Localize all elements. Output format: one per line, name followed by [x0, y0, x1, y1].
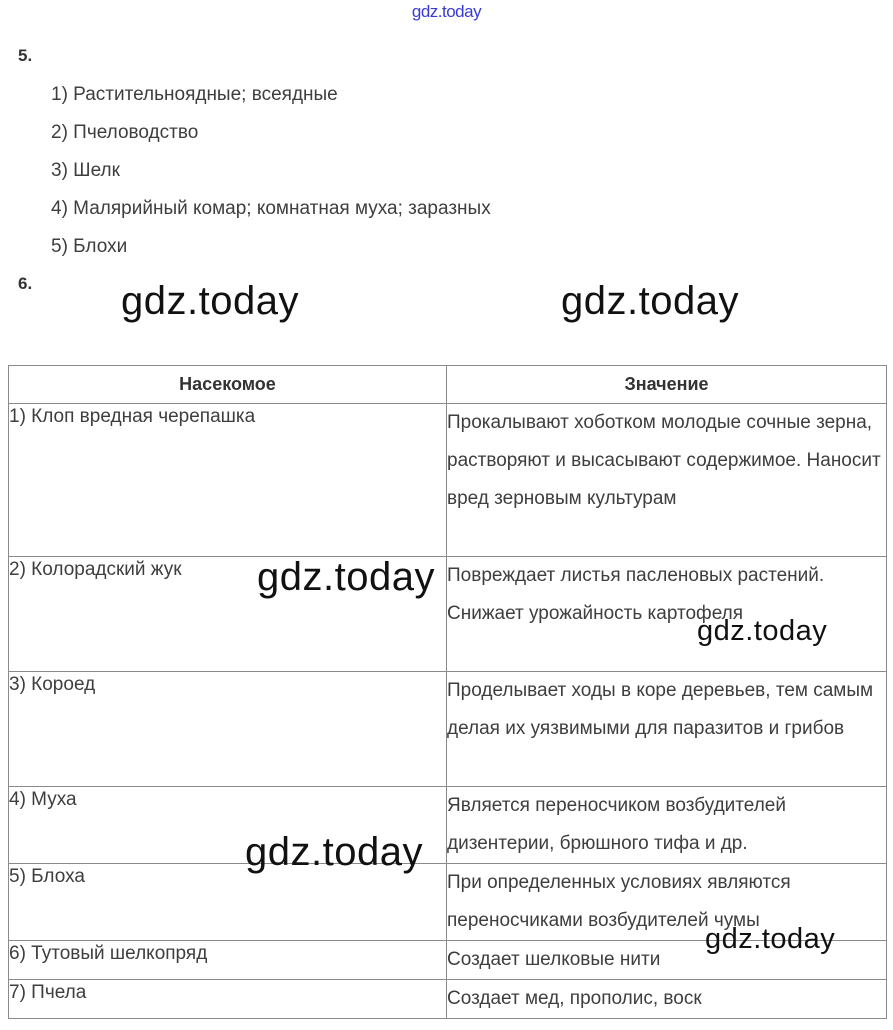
task-6-number: 6. — [18, 274, 33, 293]
insect-meaning: Повреждает листья пасленовых растений. Снижает урожайность картофеля — [447, 557, 887, 672]
watermark-top: gdz.today — [411, 2, 482, 21]
insect-name: 2) Колорадский жук — [9, 557, 447, 672]
table-row — [9, 557, 887, 672]
list-item: 5) Блохи — [51, 236, 128, 257]
insect-name: 6) Тутовый шелкопряд — [9, 941, 447, 980]
insect-meaning: Прокалывают хоботком молодые сочные зерна, растворяют и высасывают содержимое. Наносит вред зерновым культурам — [447, 404, 887, 557]
watermark: gdz.today — [245, 830, 423, 874]
insect-meaning: Является переносчиком возбудителей дизентерии, брюшного тифа и др. — [447, 787, 887, 864]
watermark: gdz.today — [697, 615, 828, 647]
table-row — [9, 672, 887, 787]
insect-meaning: Проделывает ходы в коре деревьев, тем самым делая их уязвимыми для паразитов и грибов — [447, 672, 887, 787]
insect-meaning: При определенных условиях являются переносчиками возбудителей чумы — [447, 864, 887, 941]
insect-name: 5) Блоха — [9, 864, 447, 941]
insect-name: 7) Пчела — [9, 980, 447, 1019]
list-item: 2) Пчеловодство — [51, 122, 199, 143]
list-item: 3) Шелк — [51, 160, 120, 181]
table-row — [9, 404, 887, 557]
table-header-row — [9, 366, 887, 404]
watermark: gdz.today — [561, 279, 739, 323]
insect-name: 4) Муха — [9, 787, 447, 864]
watermark: gdz.today — [121, 279, 299, 323]
watermark: gdz.today — [257, 555, 435, 599]
column-header-insect: Насекомое — [9, 366, 447, 404]
task-5-answer-list — [51, 80, 491, 270]
task-5-number: 5. — [18, 46, 33, 65]
column-header-meaning: Значение — [447, 366, 887, 404]
table-row — [9, 980, 887, 1019]
insect-table — [8, 365, 887, 1019]
insect-meaning: Создает мед, прополис, воск — [447, 980, 887, 1019]
table-row — [9, 787, 887, 864]
list-item: 4) Малярийный комар; комнатная муха; заразных — [51, 198, 491, 219]
insect-name: 1) Клоп вредная черепашка — [9, 404, 447, 557]
insect-name: 3) Короед — [9, 672, 447, 787]
list-item: 1) Растительноядные; всеядные — [51, 84, 338, 105]
watermark: gdz.today — [705, 923, 836, 955]
insect-meaning: Создает шелковые нити — [447, 941, 887, 980]
